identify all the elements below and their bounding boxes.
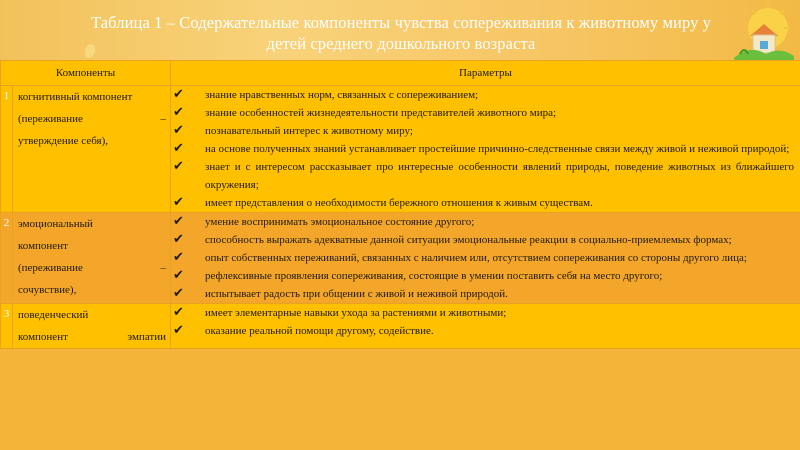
- list-item: [171, 267, 800, 285]
- list-item: [171, 158, 800, 194]
- component-cell: [13, 213, 171, 304]
- list-item: [171, 122, 800, 140]
- component-text: эмоциональный: [18, 218, 93, 230]
- component-line: [13, 130, 170, 152]
- checkmark-icon: ✔: [173, 123, 184, 138]
- component-cell: [13, 304, 171, 349]
- component-text-right: –: [160, 113, 166, 125]
- component-text: компонент: [18, 240, 68, 252]
- component-text-right: –: [160, 262, 166, 274]
- row-number: 3: [1, 304, 13, 349]
- params-list: [171, 304, 800, 340]
- title-line-2: детей среднего дошкольного возраста: [266, 34, 536, 53]
- list-item: [171, 140, 800, 158]
- checkmark-icon: ✔: [173, 195, 184, 210]
- param-text: умение воспринимать эмоциональное состояние другого;: [205, 216, 475, 228]
- param-text: оказание реальной помощи другому, содействие.: [205, 325, 434, 337]
- checkmark-icon: ✔: [173, 87, 184, 102]
- params-cell: [171, 86, 800, 213]
- table-header-row: [1, 61, 800, 86]
- checkmark-icon: ✔: [173, 250, 184, 265]
- component-line: [13, 108, 170, 130]
- component-line: [13, 86, 170, 108]
- title-banner: [0, 0, 800, 62]
- component-text-right: эмпатии: [127, 331, 166, 343]
- component-line: [13, 326, 170, 348]
- components-table: [0, 60, 800, 349]
- component-line: [13, 279, 170, 301]
- param-text: знает и с интересом рассказывает про интересные особенности явлений природы, поведение животных из ближайшего окружения;: [205, 161, 794, 191]
- param-text: на основе полученных знаний устанавливает простейшие причинно-следственные связи между живой и неживой природой;: [205, 143, 790, 155]
- page-title: [16, 12, 786, 54]
- component-text: когнитивный компонент: [18, 91, 133, 103]
- param-text: испытывает радость при общении с живой и неживой природой.: [205, 288, 508, 300]
- row-number: 2: [1, 213, 13, 304]
- list-item: [171, 104, 800, 122]
- table-row: [1, 86, 800, 213]
- list-item: [171, 86, 800, 104]
- param-text: знание нравственных норм, связанных с сопереживанием;: [205, 89, 479, 101]
- component-line: [13, 213, 170, 235]
- checkmark-icon: ✔: [173, 141, 184, 156]
- list-item: [171, 285, 800, 303]
- param-text: рефлексивные проявления сопереживания, состоящие в умении поставить себя на место другого;: [205, 270, 663, 282]
- list-item: [171, 213, 800, 231]
- header-params: Параметры: [171, 61, 800, 86]
- checkmark-icon: ✔: [173, 286, 184, 301]
- params-cell: [171, 304, 800, 349]
- checkmark-icon: ✔: [173, 323, 184, 338]
- params-cell: [171, 213, 800, 304]
- param-text: способность выражать адекватные данной ситуации эмоциональные реакции в социально-приемлемых формах;: [205, 234, 732, 246]
- checkmark-icon: ✔: [173, 105, 184, 120]
- component-text: (переживание: [18, 113, 83, 125]
- list-item: [171, 194, 800, 212]
- component-text: (переживание: [18, 262, 83, 274]
- title-line-1: Таблица 1 – Содержательные компоненты чувства сопереживания к животному миру у: [90, 13, 711, 32]
- component-line: [13, 304, 170, 326]
- list-item: [171, 322, 800, 340]
- checkmark-icon: ✔: [173, 268, 184, 283]
- component-line: [13, 257, 170, 279]
- row-number: 1: [1, 86, 13, 213]
- component-text: компонент: [18, 331, 68, 343]
- list-item: [171, 249, 800, 267]
- params-list: [171, 86, 800, 212]
- list-item: [171, 304, 800, 322]
- table-row: [1, 213, 800, 304]
- checkmark-icon: ✔: [173, 232, 184, 247]
- component-text: утверждение себя),: [18, 135, 108, 147]
- component-cell: [13, 86, 171, 213]
- param-text: опыт собственных переживаний, связанных с наличием или, отсутствием сопереживания со стороны другого лица;: [205, 252, 747, 264]
- param-text: имеет представления о необходимости бережного отношения к живым существам.: [205, 197, 593, 209]
- checkmark-icon: ✔: [173, 305, 184, 320]
- checkmark-icon: ✔: [173, 159, 184, 174]
- param-text: имеет элементарные навыки ухода за растениями и животными;: [205, 307, 507, 319]
- component-text: сочувствие),: [18, 284, 77, 296]
- table-row: [1, 304, 800, 349]
- component-text: поведенческий: [18, 309, 89, 321]
- params-list: [171, 213, 800, 303]
- list-item: [171, 231, 800, 249]
- param-text: познавательный интерес к животному миру;: [205, 125, 413, 137]
- checkmark-icon: ✔: [173, 214, 184, 229]
- param-text: знание особенностей жизнедеятельности представителей животного мира;: [205, 107, 557, 119]
- component-line: [13, 235, 170, 257]
- header-components: Компоненты: [1, 61, 171, 86]
